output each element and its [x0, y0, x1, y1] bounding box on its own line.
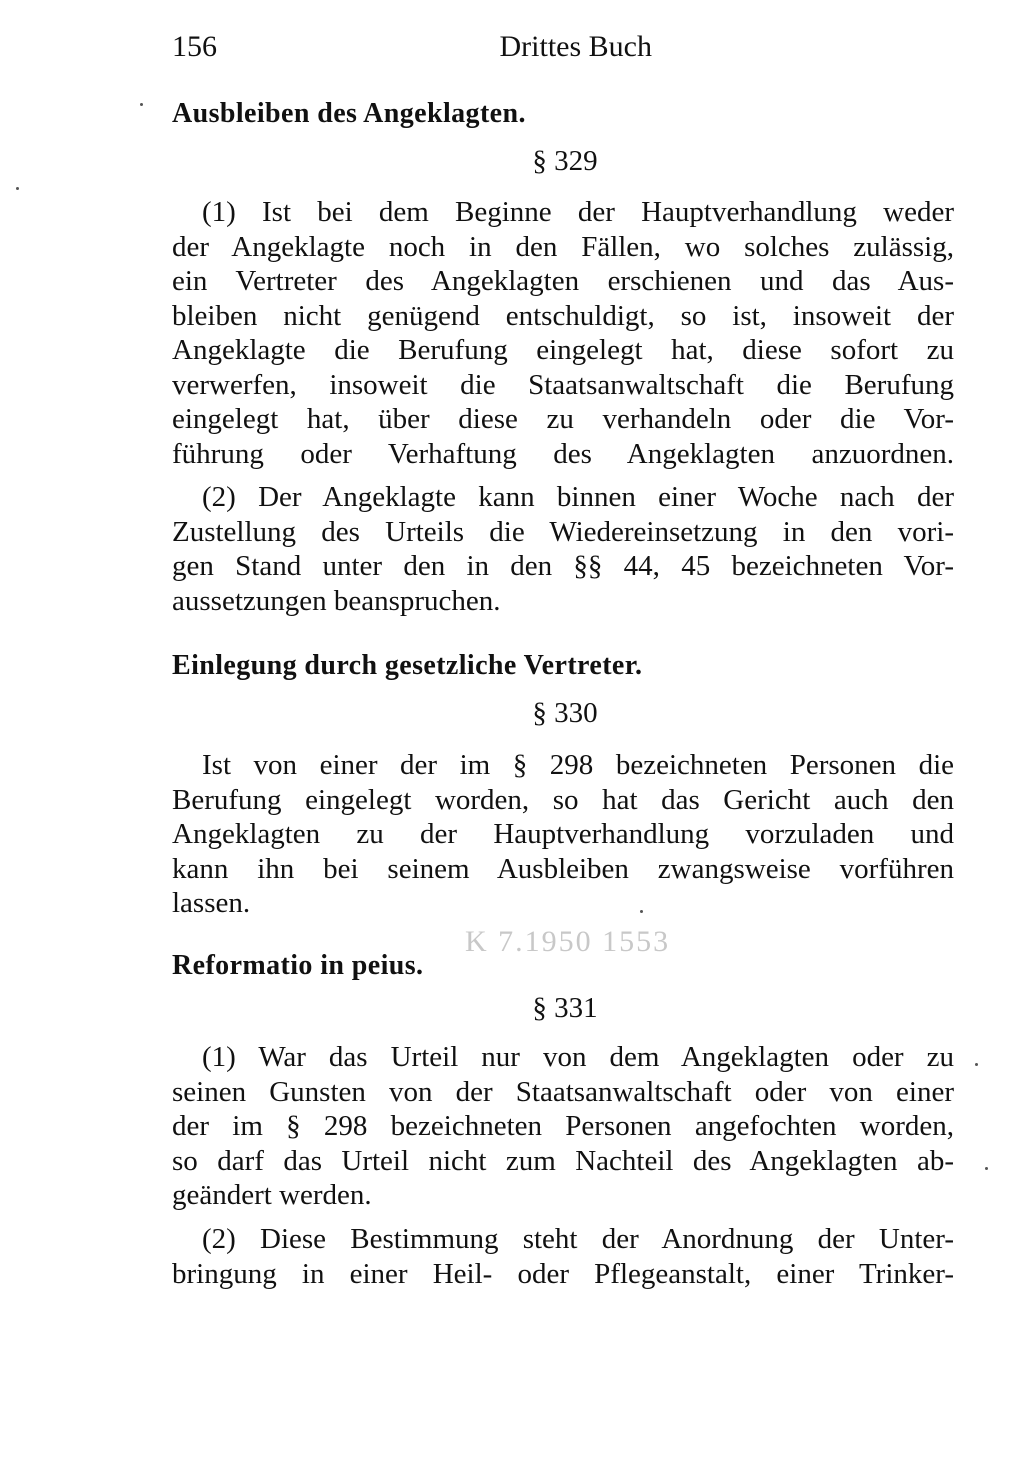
text-line: (1) Ist bei dem Beginne der Hauptverhandlung weder	[202, 196, 954, 228]
text-line: kann ihn bei seinem Ausbleiben zwangsweise vorführen	[172, 852, 954, 885]
section-heading-reformatio: Reformatio in peius.	[172, 950, 424, 981]
text-line: (2) Diese Bestimmung steht der Anordnung der Unter-	[202, 1223, 954, 1255]
text-line: Angeklagten zu der Hauptverhandlung vorzuladen und	[172, 818, 954, 850]
archive-stamp: K 7.1950 1553	[465, 925, 671, 958]
paragraph-331-2	[172, 1222, 954, 1291]
text-line: seinen Gunsten von der Staatsanwaltschaft oder von einer	[172, 1075, 954, 1108]
paragraph-331-1	[172, 1040, 954, 1213]
text-line: Ist von einer der im § 298 bezeichneten Personen die	[202, 749, 954, 781]
text-line: verwerfen, insoweit die Staatsanwaltschaft die Berufung	[172, 368, 954, 401]
book-title: Drittes Buch	[499, 30, 652, 63]
scan-speck	[640, 910, 643, 913]
text-line: ein Vertreter des Angeklagten erschienen und das Aus-	[172, 265, 954, 297]
text-line: Zustellung des Urteils die Wiedereinsetzung in den vori-	[172, 515, 954, 548]
paragraph-329-1	[172, 195, 954, 471]
text-line: der Angeklagte noch in den Fällen, wo solches zulässig,	[172, 230, 954, 263]
text-line: (2) Der Angeklagte kann binnen einer Woche nach der	[202, 481, 954, 513]
text-line: (1) War das Urteil nur von dem Angeklagten oder zu	[202, 1041, 954, 1073]
paragraph-mark-331: § 331	[532, 992, 598, 1024]
scan-speck	[140, 103, 143, 106]
paragraph-330	[172, 748, 954, 921]
text-line: Angeklagte die Berufung eingelegt hat, diese sofort zu	[172, 334, 954, 366]
section-heading-ausbleiben: Ausbleiben des Angeklagten.	[172, 98, 526, 129]
text-line: der im § 298 bezeichneten Personen angefochten worden,	[172, 1110, 954, 1142]
scan-speck	[16, 187, 19, 190]
paragraph-mark-330: § 330	[532, 697, 598, 729]
text-line: geändert werden.	[172, 1179, 372, 1211]
page-number: 156	[172, 30, 217, 63]
paragraph-329-2	[172, 480, 954, 618]
text-line: Berufung eingelegt worden, so hat das Gericht auch den	[172, 783, 954, 816]
text-line: lassen.	[172, 887, 251, 919]
text-line: bleiben nicht genügend entschuldigt, so ist, insoweit der	[172, 299, 954, 332]
text-line: bringung in einer Heil- oder Pflegeanstalt, einer Trinker-	[172, 1257, 954, 1290]
running-head	[172, 30, 652, 70]
text-line: eingelegt hat, über diese zu verhandeln oder die Vor-	[172, 403, 954, 435]
text-line: gen Stand unter den in den §§ 44, 45 bezeichneten Vor-	[172, 550, 954, 582]
scan-speck	[975, 1063, 978, 1066]
text-line: so darf das Urteil nicht zum Nachteil des Angeklagten ab-	[172, 1144, 954, 1177]
section-heading-einlegung: Einlegung durch gesetzliche Vertreter.	[172, 650, 643, 681]
scan-speck	[985, 1167, 988, 1170]
text-line: aussetzungen beanspruchen.	[172, 584, 501, 617]
paragraph-mark-329: § 329	[532, 145, 598, 177]
text-line: führung oder Verhaftung des Angeklagten anzuordnen.	[172, 437, 954, 470]
